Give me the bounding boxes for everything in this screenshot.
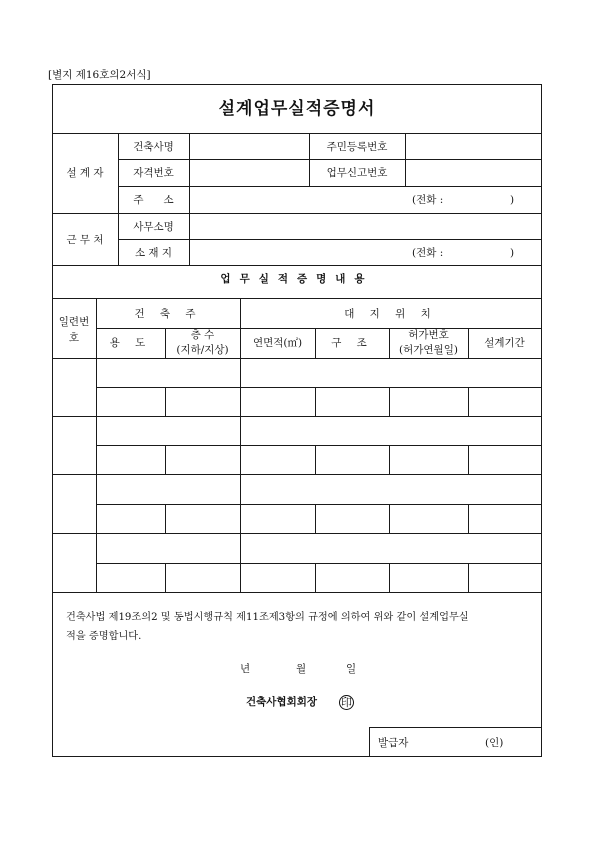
architect-name-field[interactable] [190, 134, 309, 159]
frame-bottom-border [52, 756, 542, 757]
floor-area-header: 연면적(㎡) [252, 337, 303, 349]
record-4-area-structure-divider [315, 563, 316, 592]
record-1-site-cell[interactable] [241, 359, 541, 387]
resident-number-field[interactable] [406, 134, 541, 159]
content-title-divider [52, 298, 542, 299]
record-1-structure-permit-divider [389, 387, 390, 416]
info-block-bottom [52, 265, 542, 266]
record-4-use-floors-divider [165, 563, 166, 592]
record-3-serial-cell[interactable] [53, 475, 96, 533]
issuer-name-field[interactable] [415, 729, 483, 755]
record-4-structure-permit-divider [389, 563, 390, 592]
record-4-bottom-line [52, 592, 542, 593]
office-name-field[interactable] [190, 214, 541, 239]
record-2-owner-cell[interactable] [97, 417, 240, 445]
record-1-serial-cell[interactable] [53, 359, 96, 416]
office-name-label: 사무소명 [133, 221, 174, 233]
date-year-label: 년 [240, 663, 251, 675]
issuer-label: 발급자 [378, 737, 409, 749]
architect-name-label: 건축사명 [133, 141, 174, 153]
certification-text-line2: 적을 증명합니다. [66, 631, 142, 642]
address-label: 주 소 [133, 194, 174, 206]
resident-number-label: 주민등록번호 [326, 141, 388, 153]
site-location-header: 대 지 위 치 [344, 308, 437, 320]
record-3-owner-cell[interactable] [97, 475, 240, 504]
record-3-mid-line [96, 504, 542, 505]
business-report-number-label: 업무신고번호 [326, 167, 388, 179]
record-1-owner-cell[interactable] [97, 359, 240, 387]
owner-header: 건 축 주 [134, 308, 202, 320]
record-3-permit-period-divider [468, 504, 469, 533]
date-month-label: 월 [296, 663, 307, 675]
business-report-number-field[interactable] [406, 160, 541, 186]
floors-header-line1: 층 수 [190, 329, 215, 341]
certification-text-line1: 건축사법 제19조의2 및 동법시행규칙 제11조제3항의 규정에 의하여 위와 같이 설계업무실 [66, 612, 469, 623]
record-1-mid-line [96, 387, 542, 388]
record-4-owner-cell[interactable] [97, 534, 240, 563]
record-1-area-structure-divider [315, 387, 316, 416]
license-number-field[interactable] [190, 160, 309, 186]
designer-section-label: 설 계 자 [66, 167, 104, 179]
record-3-structure-permit-divider [389, 504, 390, 533]
record-1-permit-period-divider [468, 387, 469, 416]
date-day-label: 일 [346, 663, 357, 675]
record-4-permit-period-divider [468, 563, 469, 592]
record-2-use-floors-divider [165, 445, 166, 474]
designer-phone-label: (전화 : ) [412, 194, 515, 206]
record-3-site-cell[interactable] [241, 475, 541, 504]
workplace-phone-label: (전화 : ) [412, 247, 515, 259]
record-2-serial-cell[interactable] [53, 417, 96, 474]
permit-number-header-line2: (허가연월일) [399, 344, 458, 356]
record-3-area-structure-divider [315, 504, 316, 533]
record-2-site-cell[interactable] [241, 417, 541, 445]
issuer-box-left [369, 727, 370, 757]
structure-header: 구 조 [331, 337, 373, 349]
work-record-content-title: 업무실적증명내용 [220, 273, 374, 285]
official-seal-mark: 印 [341, 696, 352, 709]
office-location-label: 소 재 지 [134, 247, 173, 259]
frame-right-border [541, 84, 542, 757]
floors-header-line2: (지하/지상) [176, 344, 229, 356]
issuer-seal-label: (인) [485, 737, 504, 749]
record-2-structure-permit-divider [389, 445, 390, 474]
issuer-title: 건축사협회회장 [246, 696, 318, 708]
frame-top-border [52, 84, 542, 85]
record-4-mid-line [96, 563, 542, 564]
issuer-box-top [369, 727, 542, 728]
use-header: 용 도 [109, 337, 152, 349]
record-2-area-structure-divider [315, 445, 316, 474]
form-number-note: [별지 제16호의2서식] [48, 69, 151, 81]
record-4-serial-cell[interactable] [53, 534, 96, 592]
document-title: 설계업무실적증명서 [218, 99, 376, 119]
design-period-header: 설계기간 [484, 337, 525, 349]
header-subrow-divider [96, 328, 542, 329]
record-2-permit-period-divider [468, 445, 469, 474]
serial-number-header-line2: 호 [68, 332, 80, 344]
record-3-use-floors-divider [165, 504, 166, 533]
record-1-use-floors-divider [165, 387, 166, 416]
record-2-mid-line [96, 445, 542, 446]
workplace-section-label: 근 무 처 [66, 234, 104, 246]
permit-number-header-line1: 허가번호 [408, 329, 449, 341]
serial-number-header-line1: 일련번 [58, 316, 90, 328]
record-4-site-cell[interactable] [241, 534, 541, 563]
license-number-label: 자격번호 [133, 167, 174, 179]
